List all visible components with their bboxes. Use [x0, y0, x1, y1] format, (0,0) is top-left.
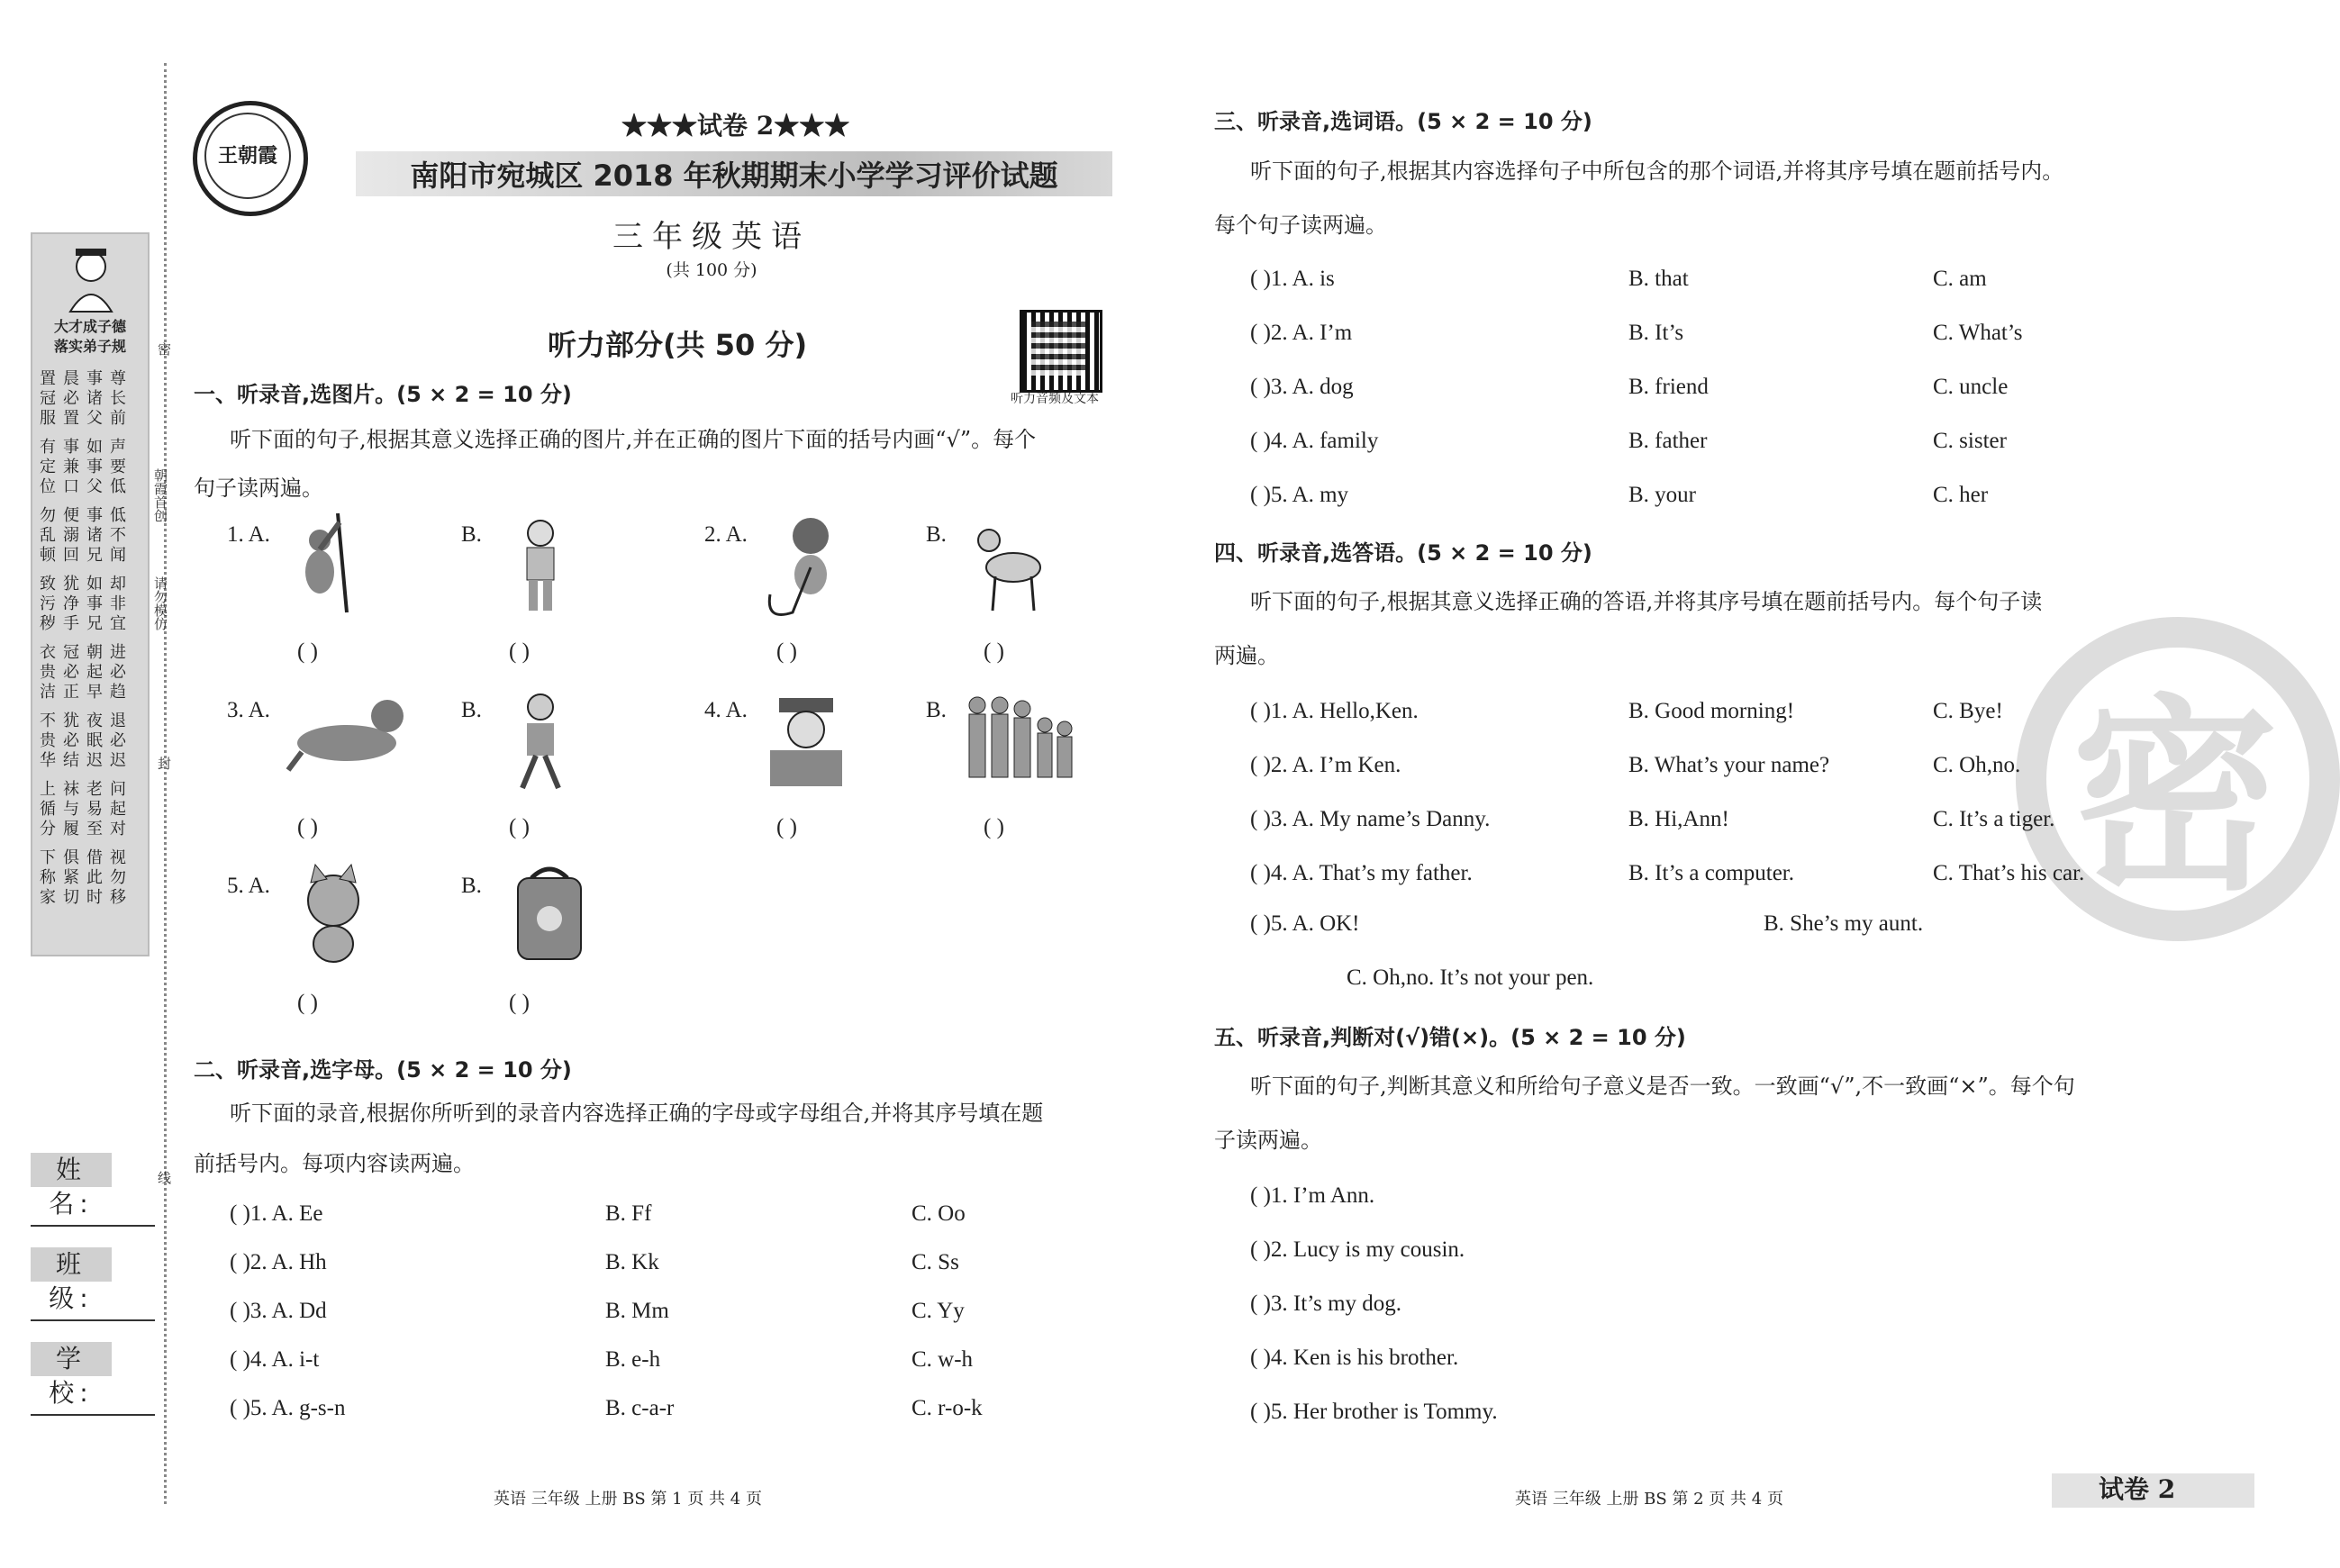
proverb-line: 乱溺诸不: [40, 526, 133, 545]
q2-item-1-b[interactable]: B. Ff: [605, 1201, 652, 1226]
qr-label: 听力音频及文本: [1011, 392, 1099, 406]
q2-item-2-a[interactable]: ( )2. A. Hh: [230, 1250, 327, 1274]
q4-item-4-b[interactable]: B. It’s a computer.: [1628, 861, 1794, 885]
q5-instruction: 听下面的句子,判断其意义和所给句子意义是否一致。一致画“√”,不一致画“×”。每个句: [1250, 1074, 2075, 1099]
q1-item-1-a-answer[interactable]: ( ): [297, 639, 318, 664]
q3-item-5-c[interactable]: C. her: [1933, 483, 1989, 507]
q5-instruction-cont: 子读两遍。: [1214, 1128, 1322, 1153]
q4-item-1-b[interactable]: B. Good morning!: [1628, 699, 1795, 723]
deer-icon: [964, 513, 1081, 617]
monkey-lying-icon: [284, 689, 401, 793]
q4-item-4-c[interactable]: C. That’s his car.: [1933, 861, 2085, 885]
q2-item-3-b[interactable]: B. Mm: [605, 1299, 669, 1323]
q4-heading: 四、听录音,选答语。(5 × 2 = 10 分): [1214, 540, 1592, 566]
family-icon: [964, 689, 1081, 793]
q4-item-2-a[interactable]: ( )2. A. I’m Ken.: [1250, 753, 1401, 777]
q4-item-2-b[interactable]: B. What’s your name?: [1628, 753, 1830, 777]
proverb-line: 衣冠朝进: [40, 643, 133, 662]
proverb-line: 位口父低: [40, 477, 133, 496]
q5-heading: 五、听录音,判断对(√)错(×)。(5 × 2 = 10 分): [1214, 1025, 1686, 1050]
q2-item-5-b[interactable]: B. c-a-r: [605, 1396, 675, 1420]
proverb-line: 分履至对: [40, 820, 133, 838]
vertical-note-2: 请勿模仿: [152, 576, 168, 630]
q2-heading: 二、听录音,选字母。(5 × 2 = 10 分): [194, 1057, 572, 1083]
q2-item-4-c[interactable]: C. w-h: [912, 1347, 974, 1372]
monkey-climbing-icon: [284, 513, 401, 617]
logo-text: 王朝霞: [204, 113, 291, 199]
q3-item-5-b[interactable]: B. your: [1628, 483, 1696, 507]
q2-item-2-b[interactable]: B. Kk: [605, 1250, 659, 1274]
proverb-line: 勿便事低: [40, 506, 133, 525]
q1-heading: 一、听录音,选图片。(5 × 2 = 10 分): [194, 382, 572, 407]
motto-line-2: 落实弟子规: [53, 338, 126, 355]
q2-item-3-a[interactable]: ( )3. A. Dd: [230, 1299, 327, 1323]
scholar-figure-icon: [59, 241, 122, 313]
q1-item-3-b-answer[interactable]: ( ): [509, 815, 530, 839]
proverb-line: 贵必眠必: [40, 731, 133, 750]
q1-item-3-a-answer[interactable]: ( ): [297, 815, 318, 839]
proverb-line: 有事如声: [40, 438, 133, 457]
binding-motto: [38, 317, 142, 357]
proverb-line: 循与易起: [40, 800, 133, 819]
q1-item-1-b-label: B.: [461, 522, 482, 547]
q1-instruction-cont: 句子读两遍。: [194, 476, 323, 501]
q5-item-1[interactable]: ( )1. I’m Ann.: [1250, 1183, 1375, 1208]
proverb-line: 称紧此勿: [40, 868, 133, 887]
q3-instruction: 听下面的句子,根据其内容选择句子中所包含的那个词语,并将其序号填在题前括号内。: [1250, 159, 2064, 184]
boy-standing-icon: [500, 513, 617, 617]
seal-watermark-char: 密: [2072, 678, 2280, 919]
q1-item-5-b-label: B.: [461, 874, 482, 898]
q1-item-4-b-label: B.: [926, 698, 947, 722]
proverb-line: 服置父前: [40, 409, 133, 428]
q1-item-5-b-answer[interactable]: ( ): [509, 991, 530, 1015]
girl-jump-rope-icon: [757, 513, 874, 617]
q3-item-4-a[interactable]: ( )4. A. family: [1250, 429, 1379, 453]
seal-mark-xian: 线: [156, 1171, 172, 1184]
police-officer-icon: [757, 689, 874, 793]
q4-item-4-a[interactable]: ( )4. A. That’s my father.: [1250, 861, 1473, 885]
proverb-line: 定兼事要: [40, 458, 133, 476]
proverb-line: 冠必诸长: [40, 389, 133, 408]
proverb-line: 不犹夜退: [40, 711, 133, 730]
q2-item-1-c[interactable]: C. Oo: [912, 1201, 966, 1226]
q4-item-5-a[interactable]: ( )5. A. OK!: [1250, 911, 1360, 936]
q4-item-5-b[interactable]: B. She’s my aunt.: [1764, 911, 1924, 936]
class-input-line[interactable]: [31, 1319, 155, 1321]
q5-item-2[interactable]: ( )2. Lucy is my cousin.: [1250, 1237, 1465, 1262]
proverb-line: 华结迟迟: [40, 751, 133, 770]
seal-mark-mi: 密: [156, 342, 172, 356]
q2-item-3-c[interactable]: C. Yy: [912, 1299, 965, 1323]
q1-item-1-b-answer[interactable]: ( ): [509, 639, 530, 664]
proverb-line: 下俱借视: [40, 848, 133, 867]
q1-item-4-label: 4. A.: [704, 698, 748, 722]
q5-item-4[interactable]: ( )4. Ken is his brother.: [1250, 1346, 1459, 1370]
q2-item-4-a[interactable]: ( )4. A. i-t: [230, 1347, 320, 1372]
name-label: 姓 名:: [31, 1153, 112, 1187]
proverb-grid: [40, 369, 141, 908]
name-input-line[interactable]: [31, 1225, 155, 1227]
q4-item-1-c[interactable]: C. Bye!: [1933, 699, 2003, 723]
q4-item-3-b[interactable]: B. Hi,Ann!: [1628, 807, 1729, 831]
q1-item-2-label: 2. A.: [704, 522, 748, 547]
q2-instruction-cont: 前括号内。每项内容读两遍。: [194, 1151, 475, 1176]
subject-title: 三年级英语: [612, 219, 811, 255]
proverb-line: 秽手兄宜: [40, 614, 133, 633]
boy-playing-icon: [500, 689, 617, 793]
q3-item-3-b[interactable]: B. friend: [1628, 375, 1709, 399]
listening-part-title: 听力部分(共 50 分): [548, 328, 808, 362]
vertical-note-1: 朝霞首创: [152, 468, 168, 522]
q4-instruction-cont: 两遍。: [1214, 643, 1279, 668]
q3-item-1-b[interactable]: B. that: [1628, 267, 1689, 291]
class-label: 班 级:: [31, 1247, 112, 1282]
q3-item-5-a[interactable]: ( )5. A. my: [1250, 483, 1349, 507]
q3-item-2-b[interactable]: B. It’s: [1628, 321, 1684, 345]
exam-title: 南阳市宛城区 2018 年秋期期末小学学习评价试题: [410, 159, 1058, 193]
school-input-line[interactable]: [31, 1414, 155, 1416]
cat-icon: [284, 865, 401, 968]
q4-item-3-a[interactable]: ( )3. A. My name’s Danny.: [1250, 807, 1491, 831]
q3-item-4-c[interactable]: C. sister: [1933, 429, 2007, 453]
q1-item-5-a-answer[interactable]: ( ): [297, 991, 318, 1015]
q4-instruction: 听下面的句子,根据其意义选择正确的答语,并将其序号填在题前括号内。每个句子读: [1250, 589, 2043, 614]
q3-heading: 三、听录音,选词语。(5 × 2 = 10 分): [1214, 109, 1592, 134]
q5-item-5[interactable]: ( )5. Her brother is Tommy.: [1250, 1400, 1498, 1424]
school-label: 学 校:: [31, 1342, 112, 1376]
q3-item-2-c[interactable]: C. What’s: [1933, 321, 2023, 345]
footer-left: 英语 三年级 上册 BS 第 1 页 共 4 页: [494, 1490, 762, 1509]
title-banner: [356, 151, 1112, 196]
q5-item-3[interactable]: ( )3. It’s my dog.: [1250, 1292, 1402, 1316]
q1-item-4-a-answer[interactable]: ( ): [776, 815, 797, 839]
footer-right: 英语 三年级 上册 BS 第 2 页 共 4 页: [1515, 1490, 1783, 1509]
binding-dotted-line: [164, 63, 167, 1504]
proverb-line: 污净事非: [40, 594, 133, 613]
schoolbag-icon: [500, 865, 617, 968]
q1-item-2-b-label: B.: [926, 522, 947, 547]
qr-code-icon[interactable]: [1020, 310, 1102, 393]
q1-instruction: 听下面的句子,根据其意义选择正确的图片,并在正确的图片下面的括号内画“√”。每个: [230, 427, 1037, 452]
q3-item-2-a[interactable]: ( )2. A. I’m: [1250, 321, 1353, 345]
q3-item-4-b[interactable]: B. father: [1628, 429, 1708, 453]
q1-item-3-b-label: B.: [461, 698, 482, 722]
proverb-line: 致犹如却: [40, 575, 133, 594]
q4-item-3-c[interactable]: C. It’s a tiger.: [1933, 807, 2055, 831]
q2-instruction: 听下面的录音,根据你所听到的录音内容选择正确的字母或字母组合,并将其序号填在题: [230, 1101, 1044, 1126]
q1-item-1-label: 1. A.: [227, 522, 270, 547]
q4-item-5-c[interactable]: C. Oh,no. It’s not your pen.: [1347, 965, 1594, 990]
q3-item-1-c[interactable]: C. am: [1933, 267, 1987, 291]
q1-item-5-label: 5. A.: [227, 874, 270, 898]
q1-item-2-a-answer[interactable]: ( ): [776, 639, 797, 664]
q4-item-1-a[interactable]: ( )1. A. Hello,Ken.: [1250, 699, 1419, 723]
total-score: (共 100 分): [666, 260, 757, 280]
q2-item-2-c[interactable]: C. Ss: [912, 1250, 959, 1274]
q4-item-2-c[interactable]: C. Oh,no.: [1933, 753, 2021, 777]
proverb-line: 上袜老问: [40, 780, 133, 799]
seal-mark-feng: 封: [156, 757, 172, 770]
exam-tag: ★★★试卷 2★★★: [621, 111, 850, 140]
publisher-logo: [193, 101, 308, 216]
q2-item-5-c[interactable]: C. r-o-k: [912, 1396, 983, 1420]
q2-item-1-a[interactable]: ( )1. A. Ee: [230, 1201, 323, 1226]
q1-item-2-b-answer[interactable]: ( ): [984, 639, 1004, 664]
q3-item-1-a[interactable]: ( )1. A. is: [1250, 267, 1335, 291]
q1-item-3-label: 3. A.: [227, 698, 270, 722]
paper-tag: 试卷 2: [2099, 1474, 2176, 1504]
q3-item-3-c[interactable]: C. uncle: [1933, 375, 2009, 399]
q3-instruction-cont: 每个句子读两遍。: [1214, 213, 1387, 238]
q2-item-5-a[interactable]: ( )5. A. g-s-n: [230, 1396, 346, 1420]
proverb-line: 家切时移: [40, 888, 133, 907]
q1-item-4-b-answer[interactable]: ( ): [984, 815, 1004, 839]
motto-line-1: 大才成子德: [53, 318, 126, 335]
proverb-line: 顿回兄闻: [40, 546, 133, 565]
proverb-line: 贵必起必: [40, 663, 133, 682]
q2-item-4-b[interactable]: B. e-h: [605, 1347, 661, 1372]
proverb-line: 置晨事尊: [40, 369, 133, 388]
binding-proverbs-panel: [31, 232, 150, 956]
proverb-line: 洁正早趋: [40, 683, 133, 702]
q3-item-3-a[interactable]: ( )3. A. dog: [1250, 375, 1354, 399]
